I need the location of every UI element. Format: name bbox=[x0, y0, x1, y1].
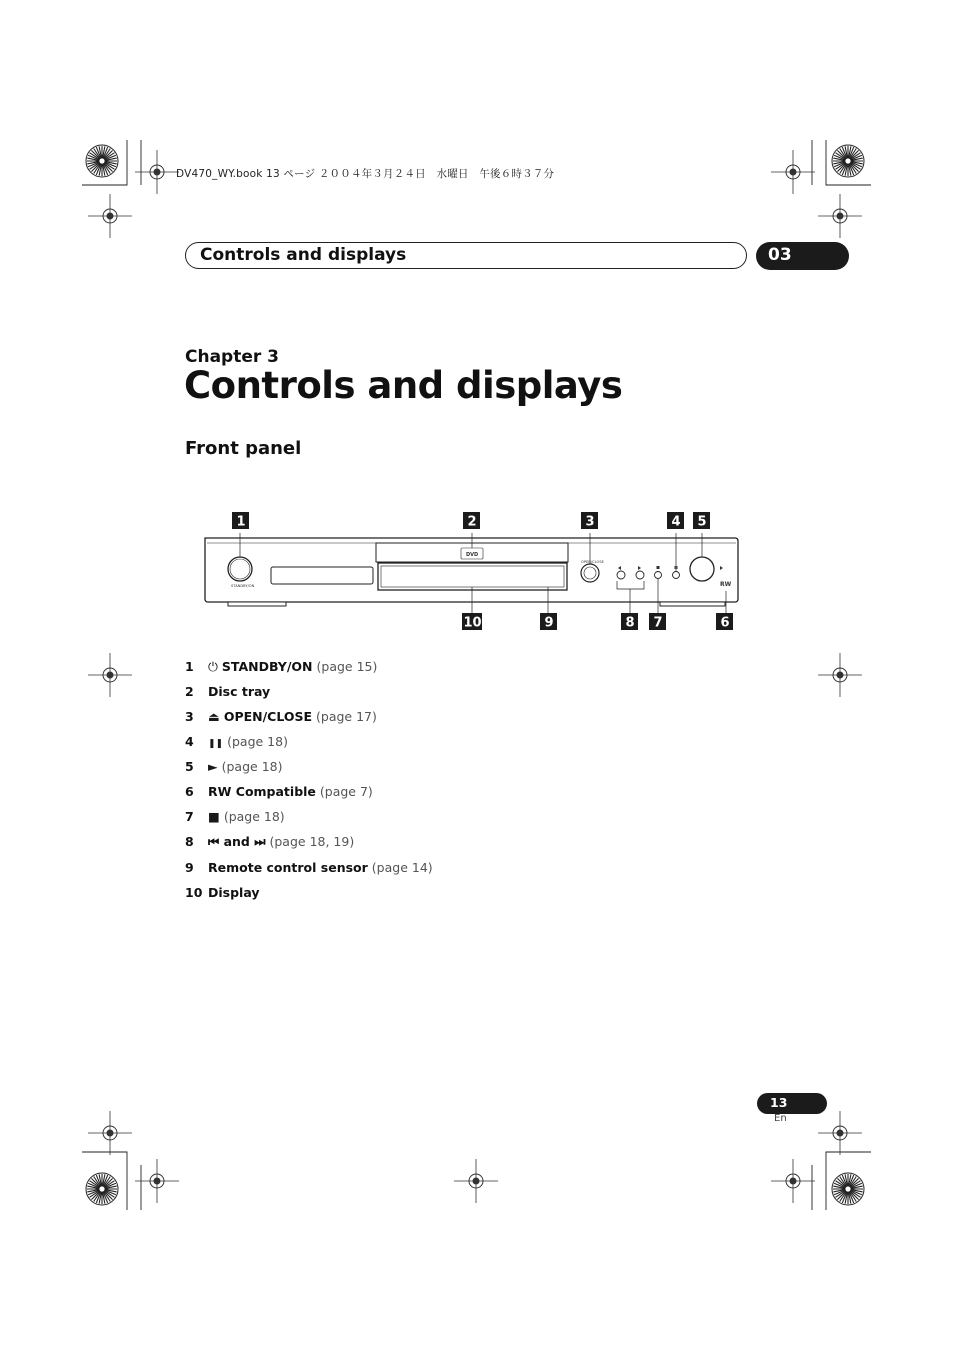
svg-text:3: 3 bbox=[585, 514, 595, 530]
skip-icons: ⏮ and ⏭ bbox=[208, 834, 266, 849]
chapter-number: 03 bbox=[768, 245, 792, 265]
callout-9 bbox=[540, 613, 557, 631]
callout-2 bbox=[463, 512, 480, 530]
section-title: Front panel bbox=[185, 438, 302, 459]
standby-panel-label: STANDBY/ON bbox=[231, 584, 255, 588]
callout-10 bbox=[462, 613, 482, 631]
running-header bbox=[185, 242, 747, 269]
front-panel-diagram bbox=[195, 505, 755, 640]
open-close-panel-label: OPEN/CLOSE bbox=[581, 560, 604, 564]
page-title: Controls and displays bbox=[184, 364, 623, 407]
callout-7 bbox=[649, 613, 666, 631]
page-number-badge bbox=[757, 1093, 827, 1114]
dvd-logo-text: DVD bbox=[466, 552, 479, 558]
svg-text:9: 9 bbox=[544, 615, 554, 631]
callout-5 bbox=[693, 512, 710, 530]
callout-8 bbox=[621, 613, 638, 631]
chapter-label: Chapter 3 bbox=[185, 347, 280, 367]
eject-icon: ⏏ bbox=[208, 709, 220, 724]
callout-4 bbox=[667, 512, 684, 530]
power-icon: ⏻ bbox=[208, 659, 218, 674]
svg-text:5: 5 bbox=[697, 514, 707, 530]
svg-text:8: 8 bbox=[625, 615, 635, 631]
svg-text:1: 1 bbox=[236, 514, 246, 530]
rw-logo-text: RW bbox=[720, 581, 732, 588]
svg-text:4: 4 bbox=[671, 514, 681, 530]
header-title: Controls and displays bbox=[200, 245, 407, 265]
svg-text:7: 7 bbox=[653, 615, 663, 631]
callout-1 bbox=[232, 512, 249, 530]
pause-icon: ❚❚ bbox=[208, 739, 224, 749]
svg-text:10: 10 bbox=[463, 615, 482, 631]
chapter-badge bbox=[756, 242, 849, 270]
svg-text:6: 6 bbox=[720, 615, 730, 631]
file-info: DV470_WY.book 13 ページ ２００４年３月２４日 水曜日 午後６時３７分 bbox=[176, 168, 555, 180]
stop-icon: ■ bbox=[208, 809, 220, 824]
callout-6 bbox=[716, 613, 733, 631]
play-icon: ► bbox=[208, 759, 218, 774]
page-number: 13 bbox=[770, 1095, 788, 1110]
language-code: En bbox=[774, 1113, 787, 1124]
callout-3 bbox=[581, 512, 598, 530]
svg-text:2: 2 bbox=[467, 514, 477, 530]
